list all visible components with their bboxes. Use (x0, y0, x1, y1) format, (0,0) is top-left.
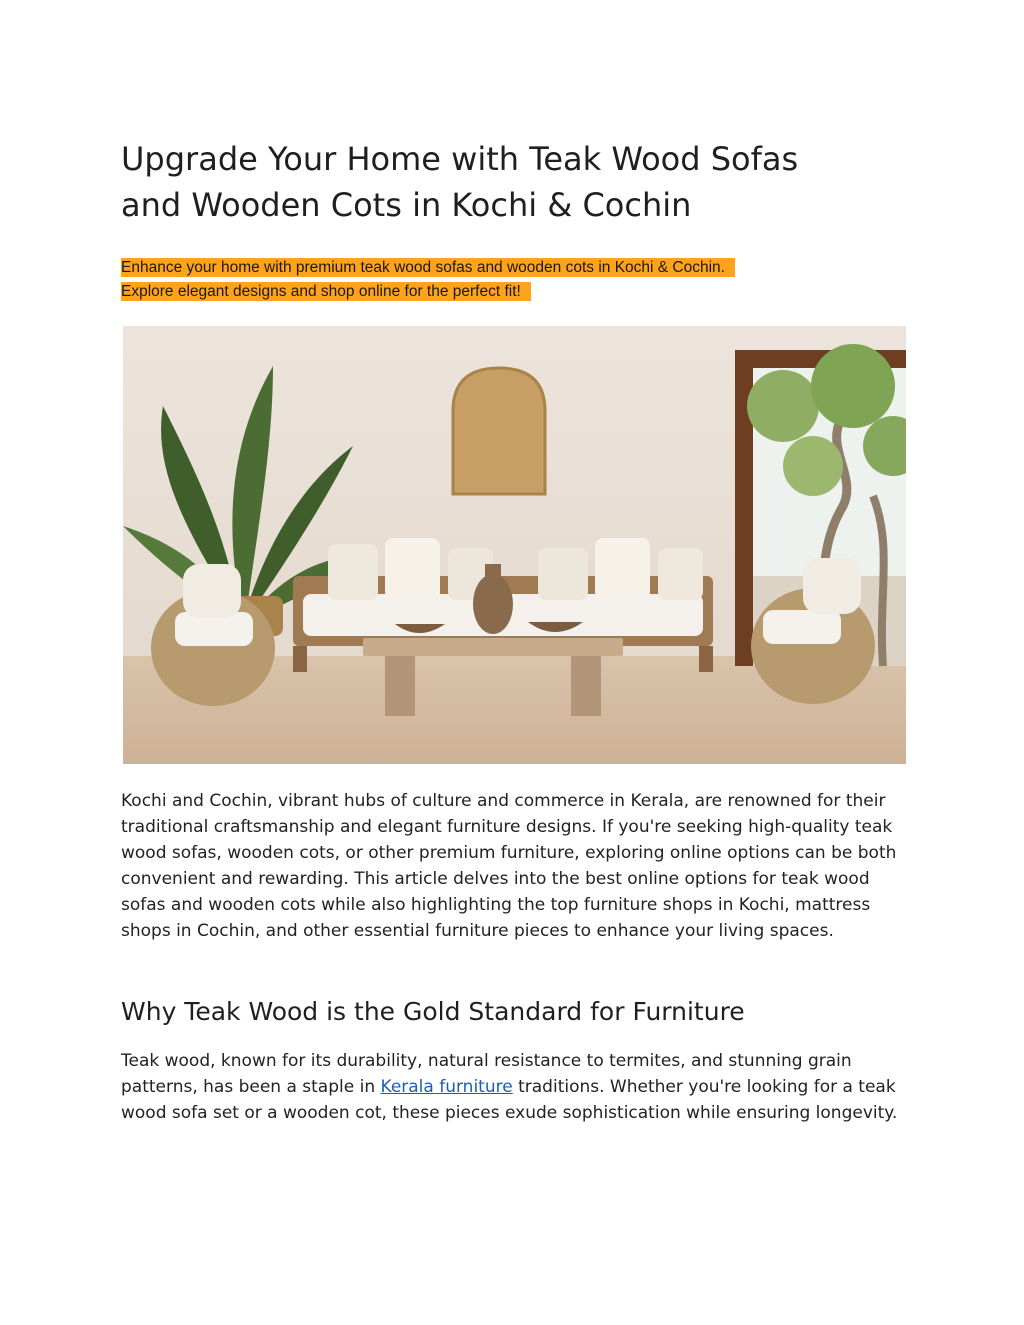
body-paragraph-1: Kochi and Cochin, vibrant hubs of culture and commerce in Kerala, are renowned for their traditional craftsmanship and elegant furniture designs. If you're seeking high-quality teak wood sofas, wooden cots, or other premium furniture, exploring online options can be both convenient and rewarding. This article delves into the best online options for teak wood sofas and wooden cots while also highlighting the top furniture shops in Kochi, mattress shops in Cochin, and other essential furniture pieces to enhance your living spaces. (121, 791, 897, 941)
kerala-furniture-link[interactable]: Kerala furniture (380, 1077, 513, 1097)
paragraph-2-after: traditions. Whether you're looking for a teak wood sofa set or a wooden cot, these pieces exude sophistication while ensuring longevity. (121, 1077, 898, 1123)
body-paragraph-2 (121, 1048, 901, 1126)
title-line-2: and Wooden Cots in Kochi & Cochin (121, 186, 692, 224)
hero-image (123, 326, 906, 764)
intro-highlight (121, 256, 881, 304)
section-heading: Why Teak Wood is the Gold Standard for Furniture (121, 997, 745, 1026)
page-title (121, 136, 921, 228)
intro-line-1: Enhance your home with premium teak wood sofas and wooden cots in Kochi & Cochin. (121, 258, 735, 277)
paragraph-2-before: Teak wood, known for its durability, natural resistance to termites, and stunning grain patterns, has been a staple in (121, 1051, 852, 1097)
title-line-1: Upgrade Your Home with Teak Wood Sofas (121, 140, 799, 178)
intro-line-2: Explore elegant designs and shop online for the perfect fit! (121, 282, 531, 301)
